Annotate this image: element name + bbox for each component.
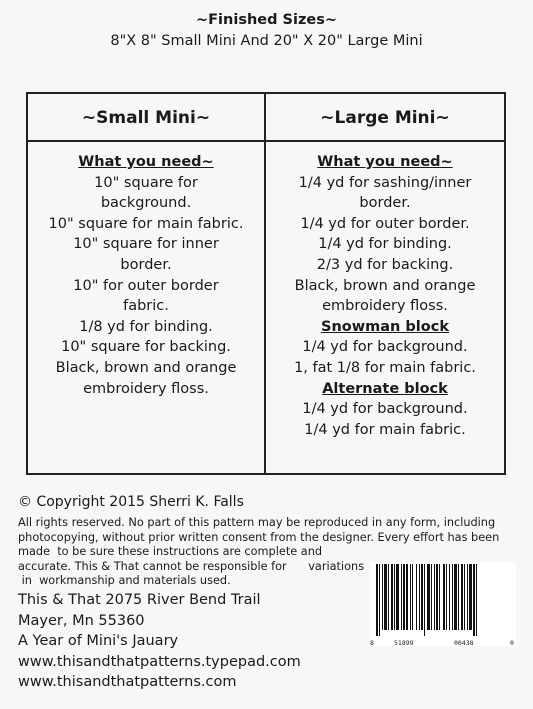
- header-subtitle: 8"X 8" Small Mini And 20" X 20" Large Mini: [110, 33, 423, 49]
- large-mini-column: [266, 152, 504, 440]
- list-item: 10" square for: [94, 174, 198, 191]
- website-link[interactable]: www.thisandthatpatterns.typepad.com: [18, 653, 301, 670]
- table-divider-horizontal: [28, 140, 504, 142]
- address-line: This & That 2075 River Bend Trail: [18, 592, 261, 608]
- list-item: fabric.: [123, 298, 169, 315]
- list-item: 1/4 yd for main fabric.: [304, 421, 466, 438]
- list-item: 1/4 yd for binding.: [318, 236, 452, 253]
- website-link[interactable]: www.thisandthatpatterns.com: [18, 674, 237, 690]
- list-item: 10" square for backing.: [61, 339, 231, 356]
- list-item: 1/8 yd for binding.: [79, 318, 213, 335]
- header-title: ~Finished Sizes~: [196, 12, 337, 28]
- list-item: 1, fat 1/8 for main fabric.: [294, 359, 476, 376]
- barcode: [370, 562, 516, 646]
- address-line: A Year of Mini's Jauary: [18, 633, 179, 649]
- barcode-bars: [370, 562, 516, 638]
- list-item: 10" square for main fabric.: [48, 215, 244, 232]
- rights-line: accurate. This & That cannot be responsible for variations: [18, 559, 365, 573]
- requirements-table: [26, 92, 506, 475]
- list-item: 10" for outer border: [73, 277, 219, 294]
- list-item: embroidery floss.: [322, 298, 448, 315]
- large-mini-heading: ~Large Mini~: [320, 108, 450, 128]
- alternate-block-label: Alternate block: [322, 380, 448, 397]
- list-item: Black, brown and orange: [294, 277, 476, 294]
- copyright-line: © Copyright 2015 Sherri K. Falls: [18, 494, 244, 510]
- list-item: embroidery floss.: [83, 380, 209, 397]
- list-item: 1/4 yd for background.: [302, 401, 468, 418]
- barcode-digit: 0: [510, 639, 514, 647]
- list-item: background.: [100, 195, 192, 212]
- list-item: 1/4 yd for sashing/inner: [298, 174, 472, 191]
- small-mini-column: [28, 152, 264, 399]
- list-item: 1/4 yd for background.: [302, 339, 468, 356]
- address-block: [18, 590, 301, 693]
- list-item: 10" square for inner: [73, 236, 219, 253]
- large-mini-need-label: What you need~: [317, 154, 453, 170]
- small-mini-heading: ~Small Mini~: [81, 108, 211, 128]
- rights-line: photocopying, without prior written consent from the designer. Every effort has been: [18, 530, 500, 544]
- barcode-digit: 51899: [394, 639, 414, 647]
- snowman-block-label: Snowman block: [321, 318, 449, 335]
- rights-line: made to be sure these instructions are complete and: [18, 545, 323, 558]
- address-line: Mayer, Mn 55360: [18, 612, 145, 629]
- barcode-digit: 00438: [454, 639, 474, 647]
- list-item: 1/4 yd for outer border.: [300, 215, 470, 232]
- list-item: border.: [359, 195, 411, 212]
- list-item: Black, brown and orange: [55, 359, 237, 376]
- list-item: 2/3 yd for backing.: [316, 256, 454, 273]
- barcode-digit: 8: [370, 639, 374, 647]
- rights-line: All rights reserved. No part of this pattern may be reproduced in any form, including: [18, 516, 496, 529]
- list-item: border.: [120, 256, 172, 273]
- rights-line: in workmanship and materials used.: [18, 574, 231, 587]
- small-mini-need-label: What you need~: [78, 154, 214, 170]
